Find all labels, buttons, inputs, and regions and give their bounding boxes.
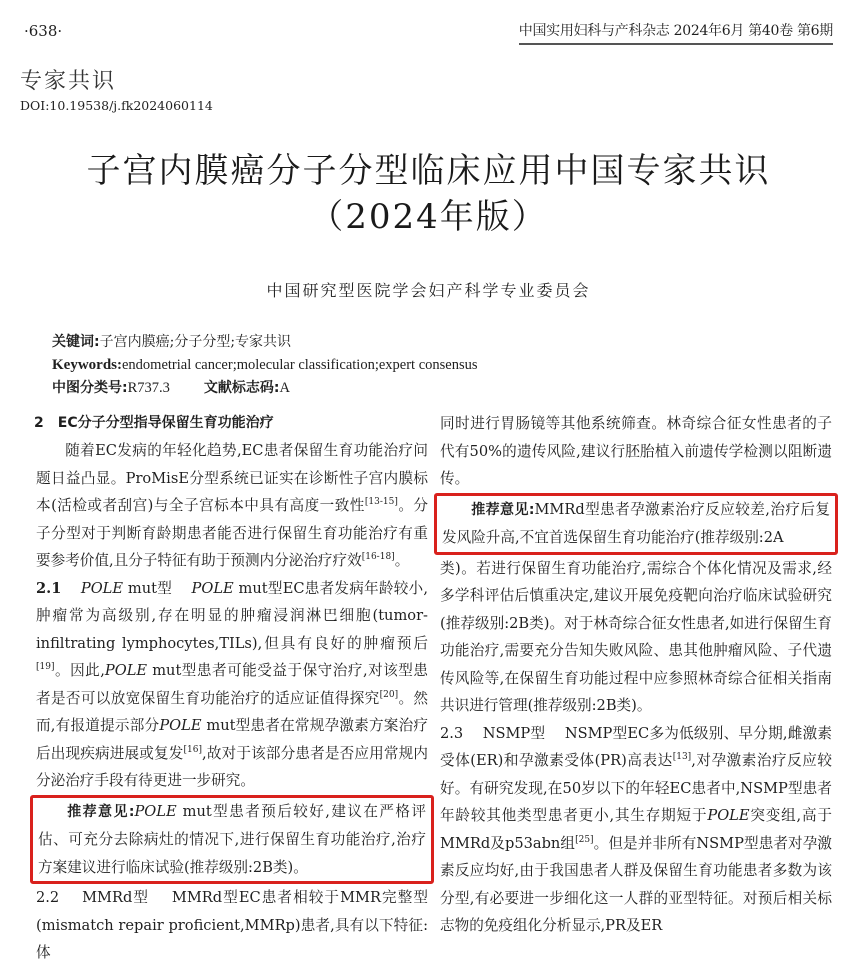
subsection-number: 2.2	[36, 889, 60, 906]
recommendation-continued: 类)。若进行保留生育功能治疗,需综合个体化情况及需求,经多学科评估后慎重决定,建议开展免疫靶向治疗临床试验研究(推荐级别:2B类)。对于林奇综合征女性患者,如进行保留生育功能治疗,需要充分告知失败风险、患其他肿瘤风险、子代遗传风险等,在保留生育功能过程中应参照林奇综合征相关指南共识进行管理(推荐级别:2B类)。	[440, 559, 832, 714]
recommendation-label: 推荐意见:	[471, 501, 535, 518]
recommendation-label: 推荐意见:	[67, 803, 135, 820]
article-title	[0, 148, 857, 240]
subsection-number: 2.1	[36, 579, 62, 597]
doi: DOI:10.19538/j.fk2024060114	[20, 98, 213, 113]
keywords-en-value: endometrial cancer;molecular classification;expert consensus	[122, 357, 478, 373]
section-heading: 2 EC分子分型指导保留生育功能治疗	[34, 415, 274, 431]
citation[interactable]: [19]	[36, 662, 55, 673]
intro-paragraph: 随着EC发病的年轻化趋势,EC患者保留生育功能治疗问题日益凸显。ProMisE分型系统已证实在诊断性子宫内膜标本(活检或者刮宫)与全子宫标本中具有高度一致性[13-15]。分子分型对于判断育龄期患者能否进行保留生育功能治疗有重要参考价值,且分子特征有助于预测内分泌治疗疗效[16-18]。	[36, 442, 428, 569]
subsection-number: 2.3	[440, 724, 464, 742]
title-line-1: 子宫内膜癌分子分型临床应用中国专家共识	[86, 151, 771, 191]
doc-code-value: A	[279, 380, 290, 396]
journal-header: 中国实用妇科与产科杂志 2024年6月 第40卷 第6期	[519, 20, 833, 45]
citation[interactable]: [25]	[575, 834, 594, 845]
doc-code-label: 文献标志码:	[203, 380, 280, 396]
citation[interactable]: [13-15]	[364, 497, 398, 508]
classification	[52, 377, 478, 400]
keywords-en-label: Keywords:	[52, 357, 122, 373]
keywords-cn-label: 关键词:	[52, 334, 100, 350]
page-number: ·638·	[24, 22, 63, 40]
clc-value: R737.3	[127, 380, 170, 396]
subsection-2-2: 2.2 MMRd型 MMRd型EC患者相较于MMR完整型(mismatch repair proficient,MMRp)患者,具有以下特征:体	[36, 889, 428, 961]
citation[interactable]: [20]	[379, 689, 399, 700]
continued-paragraph: 同时进行胃肠镜等其他系统筛查。林奇综合征女性患者的子代有50%的遗传风险,建议行胚胎植入前遗传学检测以阻断遗传。	[440, 415, 832, 487]
keywords-cn-value: 子宫内膜癌;分子分型;专家共识	[99, 334, 292, 350]
article-meta	[52, 331, 478, 400]
authors: 中国研究型医院学会妇产科学专业委员会	[266, 281, 591, 300]
subsection-2-1: 2.1 POLE mut型 POLE mut型EC患者发病年龄较小,肿瘤常为高级别,存在明显的肿瘤浸润淋巴细胞(tumor-infiltrating lymphocytes,TILs),但具有良好的肿瘤预后[19]。因此,POLE mut型患者可能受益于保守治疗,对该型患者是否可以放宽保留生育功能治疗的适应证值得探究[20]。然而,有报道提示部分POLE mut型患者在常规孕激素方案治疗后出现疾病进展或复发[16],故对于该部分患者是否应用常规内分泌治疗手段有待更进一步研究。	[36, 579, 429, 789]
section-tag: 专家共识	[20, 69, 117, 94]
left-column	[36, 410, 428, 967]
keywords-cn	[52, 331, 478, 354]
subsection-2-3: 2.3 NSMP型 NSMP型EC多为低级别、早分期,雌激素受体(ER)和孕激素受体(PR)高表达[13],对孕激素治疗反应较好。有研究发现,在50岁以下的年轻EC患者中,NSMP型患者年龄较其他类型患者更小,其生存期短于POLE突变组,高于MMRd及p53abn组[25]。但是并非所有NSMP型患者对孕激素反应均好,由于我国患者人群及保留生育功能患者多数为该分型,有必要进一步细化这一人群的亚型特征。对预后相关标志物的免疫组化分析显示,PR及ER	[440, 724, 833, 934]
citation[interactable]: [16]	[183, 744, 203, 755]
citation[interactable]: [16-18]	[361, 552, 395, 563]
keywords-en	[52, 354, 478, 377]
clc-label: 中图分类号:	[52, 380, 128, 396]
right-column	[440, 410, 832, 940]
recommendation-box-pole: 推荐意见:POLE mut型患者预后较好,建议在严格评估、可充分去除病灶的情况下,进行保留生育功能治疗,治疗方案建议进行临床试验(推荐级别:2B类)。	[30, 795, 434, 885]
title-line-2: （2024年版）	[309, 197, 548, 237]
recommendation-box-mmrd: 推荐意见:MMRd型患者孕激素治疗反应较差,治疗后复发风险升高,不宜首选保留生育功能治疗(推荐级别:2A	[434, 493, 838, 555]
citation[interactable]: [13]	[672, 752, 692, 763]
